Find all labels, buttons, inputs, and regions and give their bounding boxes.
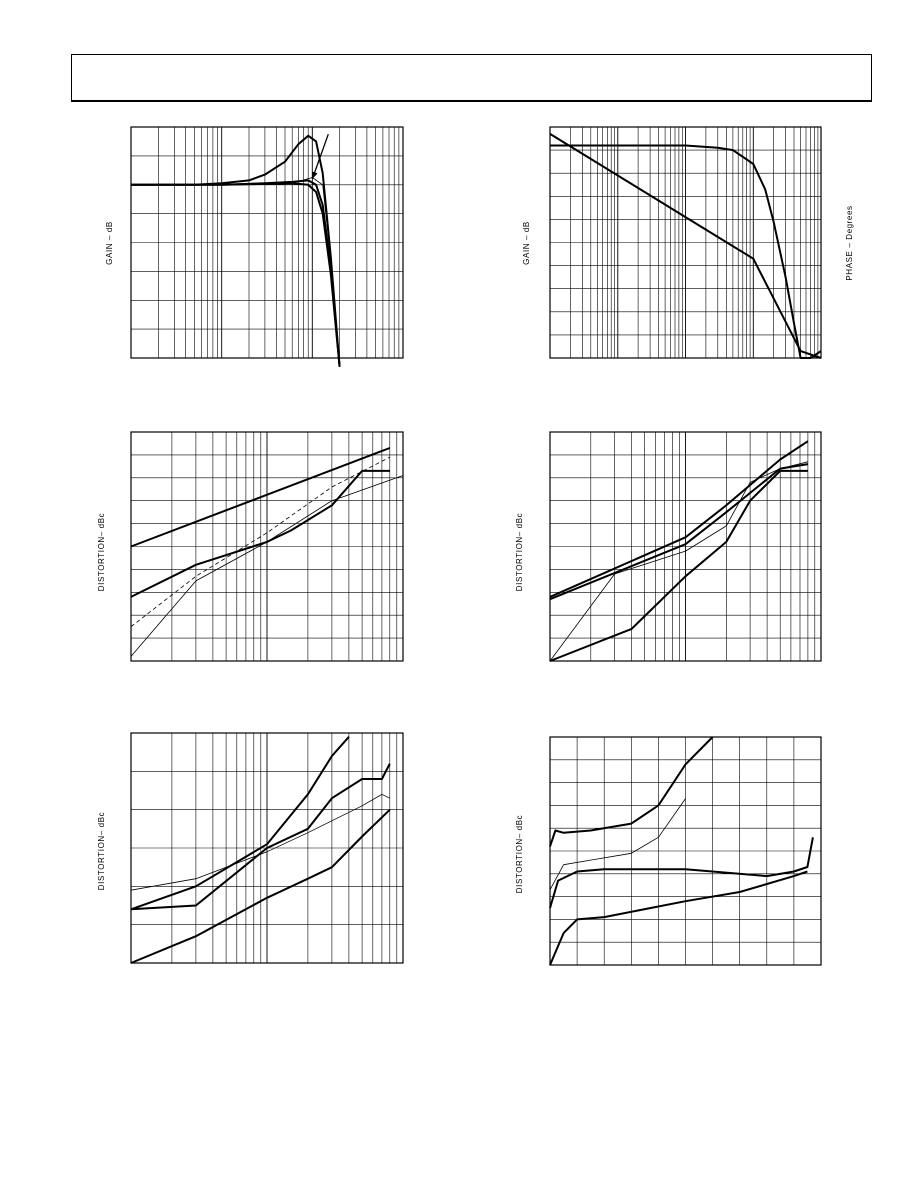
chart-distortion-1 bbox=[131, 432, 403, 661]
annotation-arrow-head bbox=[312, 171, 318, 179]
ylabel-chart-4: DISTORTION– dBc bbox=[515, 512, 524, 592]
ylabel-chart-2: GAIN – dB bbox=[522, 221, 531, 265]
series-line-3 bbox=[550, 837, 813, 908]
series-line-3 bbox=[131, 794, 390, 890]
ylabel-chart-5: DISTORTION– dBc bbox=[97, 811, 106, 891]
series-line-2 bbox=[131, 471, 390, 597]
ylabel-chart-3: DISTORTION– dBc bbox=[97, 512, 106, 592]
series-line-1 bbox=[131, 448, 390, 547]
ylabel-chart-1: GAIN – dB bbox=[105, 221, 114, 265]
ylabel-right-chart-2: PHASE – Degrees bbox=[845, 205, 854, 281]
series-line-1 bbox=[550, 441, 808, 597]
chart-gain-phase-vs-frequency bbox=[550, 127, 821, 358]
series-line-3 bbox=[550, 462, 808, 661]
ylabel-chart-6: DISTORTION– dBc bbox=[515, 814, 524, 894]
series-line-4 bbox=[550, 471, 808, 661]
chart-distortion-3 bbox=[131, 733, 403, 963]
chart-gain-vs-frequency bbox=[131, 127, 403, 367]
series-line-2 bbox=[131, 764, 390, 910]
chart-distortion-4 bbox=[550, 737, 821, 965]
series-line-1 bbox=[131, 737, 349, 910]
series-line-2 bbox=[550, 799, 686, 890]
series-line-4 bbox=[550, 872, 807, 966]
chart-distortion-2 bbox=[550, 432, 821, 661]
